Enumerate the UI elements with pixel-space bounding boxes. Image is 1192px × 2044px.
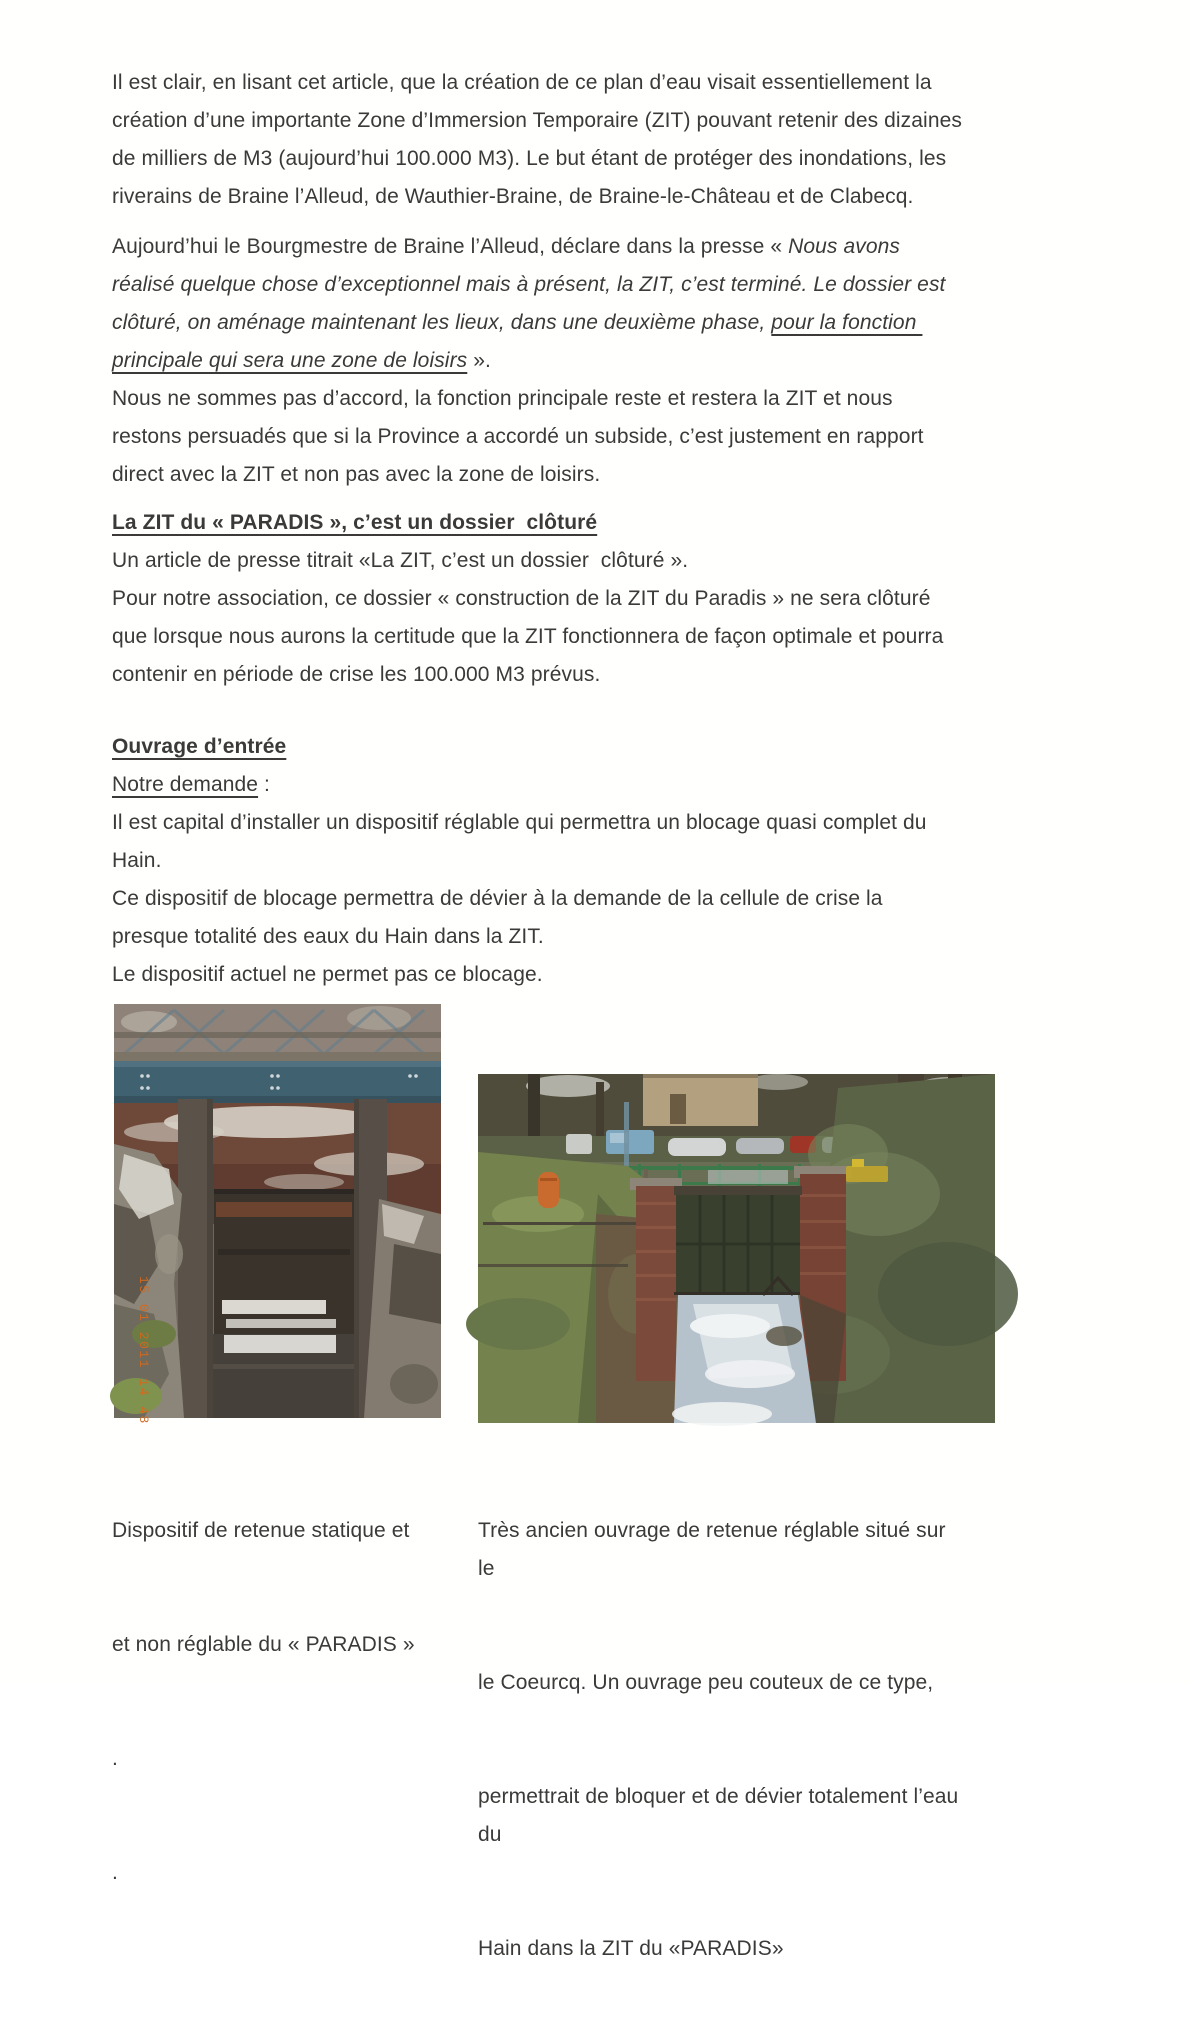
caption-left-line: et non réglable du « PARADIS » bbox=[112, 1633, 415, 1656]
caption-row bbox=[112, 1436, 964, 2044]
document-content bbox=[112, 64, 968, 2044]
caption-right-line: permettrait de bloquer et de dévier totalement l’eau du bbox=[478, 1785, 965, 1846]
quote-underlined: pour la fonction principale qui sera une zone de loisirs bbox=[112, 311, 923, 372]
photo-row bbox=[112, 1004, 964, 1424]
caption-right-line: Très ancien ouvrage de retenue réglable situé sur le bbox=[478, 1519, 952, 1580]
caption-left-line: . bbox=[112, 1861, 118, 1884]
photo-static-weir bbox=[114, 1004, 441, 1425]
caption-right-line: le Coeurcq. Un ouvrage peu couteux de ce type, bbox=[478, 1671, 934, 1694]
caption-left-line: Dispositif de retenue statique et bbox=[112, 1519, 410, 1542]
caption-right bbox=[478, 1436, 964, 2044]
quote-close: ». bbox=[467, 349, 491, 372]
paragraph-mayor-quote bbox=[112, 228, 964, 380]
subheading-label: Notre demande bbox=[112, 773, 259, 796]
photo-timestamp-text: 15 01 2011 14 48 bbox=[136, 1276, 151, 1425]
paragraph-press-article: Un article de presse titrait «La ZIT, c’est un dossier clôturé ». bbox=[112, 549, 689, 572]
paragraph-demande-actuel: Le dispositif actuel ne permet pas ce blocage. bbox=[112, 963, 543, 986]
paragraph-demande-blocage: Ce dispositif de blocage permettra de dévier à la demande de la cellule de crise la presque totalité des eaux du Hain dans la ZIT. bbox=[112, 887, 889, 948]
paragraph-association-position: Pour notre association, ce dossier « construction de la ZIT du Paradis » ne sera clôturé que lorsque nous aurons la certitude que la ZIT fonctionnera de façon optimale et pourra contenir en période de crise les 100.000 M3 prévus. bbox=[112, 587, 950, 686]
section-heading-dossier: La ZIT du « PARADIS », c’est un dossier clôturé bbox=[112, 511, 598, 534]
subheading-notre-demande bbox=[112, 766, 964, 804]
paragraph-demande-dispositif: Il est capital d’installer un dispositif réglable qui permettra un blocage quasi complet du Hain. bbox=[112, 811, 933, 872]
caption-left-line: . bbox=[112, 1747, 118, 1770]
caption-left bbox=[112, 1436, 452, 2044]
quote-italic: Nous avons réalisé quelque chose d’exceptionnel mais à présent, la ZIT, c’est terminé. Le dossier est clôturé, on aménage maintenant les lieux, dans une deuxième phase, bbox=[112, 235, 952, 334]
photo-coeurcq-weir bbox=[478, 1074, 995, 1423]
quote-lead: Aujourd’hui le Bourgmestre de Braine l’Alleud, déclare dans la presse « bbox=[112, 235, 789, 258]
caption-right-line: Hain dans la ZIT du «PARADIS» bbox=[478, 1937, 784, 1960]
paragraph-intro: Il est clair, en lisant cet article, que la création de ce plan d’eau visait essentiellement la création d’une importante Zone d’Immersion Temporaire (ZIT) pouvant retenir des dizaines de milliers de M3 (aujourd’hui 100.000 M3). Le but étant de protéger des inondations, les riverains de Braine l’Alleud, de Wauthier-Braine, de Braine-le-Château et de Clabecq. bbox=[112, 71, 968, 208]
subheading-colon: : bbox=[258, 773, 270, 796]
paragraph-disagreement: Nous ne sommes pas d’accord, la fonction principale reste et restera la ZIT et nous restons persuadés que si la Province a accordé un subside, c’est justement en rapport direct avec la ZIT et non pas avec la zone de loisirs. bbox=[112, 387, 930, 486]
section-heading-ouvrage: Ouvrage d’entrée bbox=[112, 735, 287, 758]
